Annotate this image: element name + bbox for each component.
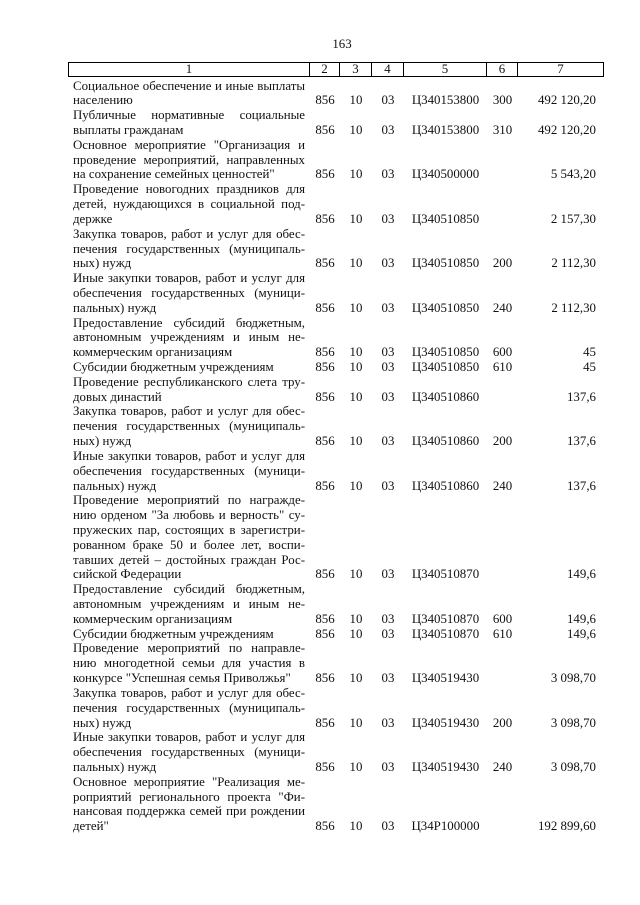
subsection-code-cell: 03 (381, 759, 395, 774)
subsection-code-cell: 03 (381, 300, 395, 315)
table-row (68, 375, 604, 405)
department-code-cell: 856 (315, 715, 335, 730)
description-line: детей, нуждающихся в социальной под- (73, 197, 305, 212)
budget-table (68, 62, 604, 834)
department-code-cell: 856 (315, 167, 335, 182)
description-line: нию многодетной семьи для участия в (73, 656, 305, 671)
table-row (68, 271, 604, 315)
department-code-cell: 856 (315, 211, 335, 226)
table-row (68, 775, 604, 834)
section-code-cell: 10 (349, 167, 363, 182)
department-code-cell: 856 (315, 671, 335, 686)
subsection-code-cell: 03 (381, 211, 395, 226)
table-row (68, 360, 604, 375)
amount-cell: 2 157,30 (550, 211, 596, 226)
amount-cell: 45 (583, 345, 596, 360)
table-row (68, 227, 604, 271)
target-item-code-cell: Ц340519430 (411, 715, 480, 730)
row-description (68, 138, 310, 182)
expense-type-code-cell: 200 (492, 434, 513, 449)
description-line: ных) нужд (73, 256, 132, 271)
description-line: выплаты гражданам (73, 123, 184, 138)
description-line: Социальное обеспечение и иные выплаты (73, 78, 305, 93)
expense-type-code-cell: 200 (492, 256, 513, 271)
department-code-cell: 856 (315, 819, 335, 834)
description-line: обеспечения государственных (муници- (73, 463, 305, 478)
amount-cell: 5 543,20 (550, 167, 596, 182)
row-description (68, 316, 310, 360)
expense-type-code-cell: 300 (492, 93, 513, 108)
subsection-code-cell: 03 (381, 626, 395, 641)
subsection-code-cell: 03 (381, 389, 395, 404)
target-item-code-cell: Ц340510850 (411, 256, 480, 271)
description-line: пружеских пар, состоящих в зарегистри- (73, 522, 305, 537)
amount-cell: 2 112,30 (551, 300, 596, 315)
target-item-code-cell: Ц34Р100000 (411, 819, 480, 834)
subsection-code-cell: 03 (381, 611, 395, 626)
description-line: печения государственных (муниципаль- (73, 241, 305, 256)
expense-type-code-cell (487, 212, 518, 227)
description-line: Проведение мероприятий по направле- (73, 641, 305, 656)
table-body (68, 77, 604, 834)
target-item-code-cell: Ц340510850 (411, 360, 480, 375)
row-description (68, 404, 310, 448)
description-line: детей" (73, 819, 109, 834)
row-description (68, 227, 310, 271)
description-line: коммерческим организациям (73, 611, 233, 626)
subsection-code-cell: 03 (381, 360, 395, 375)
department-code-cell: 856 (315, 611, 335, 626)
subsection-code-cell: 03 (381, 123, 395, 138)
department-code-cell: 856 (315, 567, 335, 582)
row-description (68, 449, 310, 493)
section-code-cell: 10 (349, 626, 363, 641)
header-col-1: 1 (68, 62, 310, 77)
amount-cell: 149,6 (566, 567, 596, 582)
expense-type-code-cell: 240 (492, 759, 513, 774)
description-line: Проведение мероприятий по награжде- (73, 493, 305, 508)
row-description (68, 641, 310, 685)
section-code-cell: 10 (349, 611, 363, 626)
page-number: 163 (332, 37, 352, 51)
description-line: на сохранение семейных ценностей" (73, 167, 275, 182)
description-line: пальных) нужд (73, 300, 157, 315)
subsection-code-cell: 03 (381, 819, 395, 834)
description-line: ных) нужд (73, 715, 132, 730)
expense-type-code-cell (487, 390, 518, 405)
row-description (68, 375, 310, 405)
header-col-5: 5 (404, 62, 487, 77)
department-code-cell: 856 (315, 478, 335, 493)
description-line: обеспечения государственных (муници- (73, 745, 305, 760)
header-col-2: 2 (310, 62, 340, 77)
section-code-cell: 10 (349, 715, 363, 730)
description-line: Закупка товаров, работ и услуг для обес- (73, 685, 305, 700)
amount-cell: 149,6 (566, 611, 596, 626)
department-code-cell: 856 (315, 256, 335, 271)
amount-cell: 492 120,20 (537, 123, 596, 138)
section-code-cell: 10 (349, 567, 363, 582)
description-line: конкурсе "Успешная семья Приволжья" (73, 671, 291, 686)
description-line: Субсидии бюджетным учреждениям (73, 360, 274, 375)
description-line: обеспечения государственных (муници- (73, 285, 305, 300)
description-line: Основное мероприятие "Организация и (73, 137, 305, 152)
row-description (68, 108, 310, 138)
header-col-6: 6 (487, 62, 518, 77)
expense-type-code-cell: 200 (492, 715, 513, 730)
description-line: рованном браке 50 и более лет, воспи- (73, 537, 305, 552)
department-code-cell: 856 (315, 434, 335, 449)
expense-type-code-cell: 610 (492, 626, 513, 641)
description-line: автономным учреждениям и иным не- (73, 330, 305, 345)
target-item-code-cell: Ц340510870 (411, 567, 480, 582)
amount-cell: 192 899,60 (537, 819, 596, 834)
expense-type-code-cell (487, 167, 518, 182)
table-row (68, 641, 604, 685)
description-line: нансовая поддержка семей при рождении (73, 804, 305, 819)
target-item-code-cell: Ц340153800 (411, 93, 480, 108)
description-line: нию орденом "За любовь и верность" су- (73, 508, 305, 523)
amount-cell: 3 098,70 (550, 715, 596, 730)
section-code-cell: 10 (349, 819, 363, 834)
description-line: Иные закупки товаров, работ и услуг для (73, 448, 305, 463)
row-description (68, 360, 310, 375)
target-item-code-cell: Ц340510850 (411, 300, 480, 315)
subsection-code-cell: 03 (381, 671, 395, 686)
target-item-code-cell: Ц340500000 (411, 167, 480, 182)
expense-type-code-cell: 240 (492, 300, 513, 315)
description-line: роприятий регионального проекта "Фи- (73, 789, 305, 804)
expense-type-code-cell (487, 671, 518, 686)
description-line: Проведение республиканского слета тру- (73, 374, 305, 389)
amount-cell: 2 112,30 (551, 256, 596, 271)
description-line: автономным учреждениям и иным не- (73, 597, 305, 612)
description-line: Закупка товаров, работ и услуг для обес- (73, 226, 305, 241)
description-line: коммерческим организациям (73, 345, 233, 360)
section-code-cell: 10 (349, 671, 363, 686)
description-line: держке (73, 211, 113, 226)
table-row (68, 108, 604, 138)
amount-cell: 137,6 (566, 389, 596, 404)
section-code-cell: 10 (349, 759, 363, 774)
subsection-code-cell: 03 (381, 167, 395, 182)
target-item-code-cell: Ц340510850 (411, 211, 480, 226)
subsection-code-cell: 03 (381, 567, 395, 582)
department-code-cell: 856 (315, 759, 335, 774)
table-row (68, 79, 604, 109)
table-row (68, 582, 604, 626)
department-code-cell: 856 (315, 300, 335, 315)
section-code-cell: 10 (349, 389, 363, 404)
subsection-code-cell: 03 (381, 715, 395, 730)
subsection-code-cell: 03 (381, 478, 395, 493)
table-row (68, 730, 604, 774)
row-description (68, 730, 310, 774)
target-item-code-cell: Ц340519430 (411, 759, 480, 774)
row-description (68, 686, 310, 730)
expense-type-code-cell: 600 (492, 611, 513, 626)
expense-type-code-cell (487, 819, 518, 834)
description-line: сийской Федерации (73, 567, 182, 582)
amount-cell: 45 (583, 360, 596, 375)
subsection-code-cell: 03 (381, 93, 395, 108)
amount-cell: 3 098,70 (550, 671, 596, 686)
expense-type-code-cell: 240 (492, 478, 513, 493)
section-code-cell: 10 (349, 345, 363, 360)
department-code-cell: 856 (315, 389, 335, 404)
row-description (68, 627, 310, 642)
department-code-cell: 856 (315, 360, 335, 375)
table-header (68, 62, 604, 77)
amount-cell: 137,6 (566, 434, 596, 449)
section-code-cell: 10 (349, 360, 363, 375)
description-line: Субсидии бюджетным учреждениям (73, 626, 274, 641)
target-item-code-cell: Ц340510860 (411, 389, 480, 404)
row-description (68, 775, 310, 834)
row-description (68, 493, 310, 582)
subsection-code-cell: 03 (381, 434, 395, 449)
section-code-cell: 10 (349, 434, 363, 449)
section-code-cell: 10 (349, 123, 363, 138)
target-item-code-cell: Ц340510860 (411, 434, 480, 449)
target-item-code-cell: Ц340510850 (411, 345, 480, 360)
department-code-cell: 856 (315, 626, 335, 641)
amount-cell: 3 098,70 (550, 759, 596, 774)
target-item-code-cell: Ц340510870 (411, 626, 480, 641)
description-line: Проведение новогодних праздников для (73, 182, 305, 197)
description-line: Иные закупки товаров, работ и услуг для (73, 730, 305, 745)
description-line: ных) нужд (73, 434, 132, 449)
subsection-code-cell: 03 (381, 256, 395, 271)
department-code-cell: 856 (315, 93, 335, 108)
description-line: тавших детей – достойных граждан Рос- (73, 552, 305, 567)
department-code-cell: 856 (315, 345, 335, 360)
amount-cell: 149,6 (566, 626, 596, 641)
description-line: Закупка товаров, работ и услуг для обес- (73, 404, 305, 419)
table-row (68, 404, 604, 448)
description-line: Иные закупки товаров, работ и услуг для (73, 271, 305, 286)
amount-cell: 492 120,20 (537, 93, 596, 108)
header-col-7: 7 (518, 62, 604, 77)
description-line: Предоставление субсидий бюджетным, (73, 315, 305, 330)
table-row (68, 686, 604, 730)
table-row (68, 138, 604, 182)
section-code-cell: 10 (349, 300, 363, 315)
row-description (68, 182, 310, 226)
row-description (68, 79, 310, 109)
description-line: пальных) нужд (73, 478, 157, 493)
section-code-cell: 10 (349, 93, 363, 108)
target-item-code-cell: Ц340153800 (411, 123, 480, 138)
table-row (68, 449, 604, 493)
description-line: довых династий (73, 389, 162, 404)
table-row (68, 316, 604, 360)
description-line: Публичные нормативные социальные (73, 108, 305, 123)
description-line: пальных) нужд (73, 759, 157, 774)
target-item-code-cell: Ц340519430 (411, 671, 480, 686)
subsection-code-cell: 03 (381, 345, 395, 360)
description-line: Основное мероприятие "Реализация ме- (73, 774, 305, 789)
expense-type-code-cell (487, 567, 518, 582)
section-code-cell: 10 (349, 256, 363, 271)
table-row (68, 182, 604, 226)
row-description (68, 582, 310, 626)
description-line: печения государственных (муниципаль- (73, 700, 305, 715)
expense-type-code-cell: 610 (492, 360, 513, 375)
description-line: Предоставление субсидий бюджетным, (73, 582, 305, 597)
header-col-3: 3 (340, 62, 372, 77)
row-description (68, 271, 310, 315)
section-code-cell: 10 (349, 211, 363, 226)
description-line: проведение мероприятий, направленных (73, 152, 305, 167)
description-line: печения государственных (муниципаль- (73, 419, 305, 434)
target-item-code-cell: Ц340510870 (411, 611, 480, 626)
header-col-4: 4 (372, 62, 404, 77)
expense-type-code-cell: 310 (492, 123, 513, 138)
table-row (68, 627, 604, 642)
table-row (68, 493, 604, 582)
expense-type-code-cell: 600 (492, 345, 513, 360)
section-code-cell: 10 (349, 478, 363, 493)
amount-cell: 137,6 (566, 478, 596, 493)
department-code-cell: 856 (315, 123, 335, 138)
description-line: населению (73, 93, 133, 108)
target-item-code-cell: Ц340510860 (411, 478, 480, 493)
